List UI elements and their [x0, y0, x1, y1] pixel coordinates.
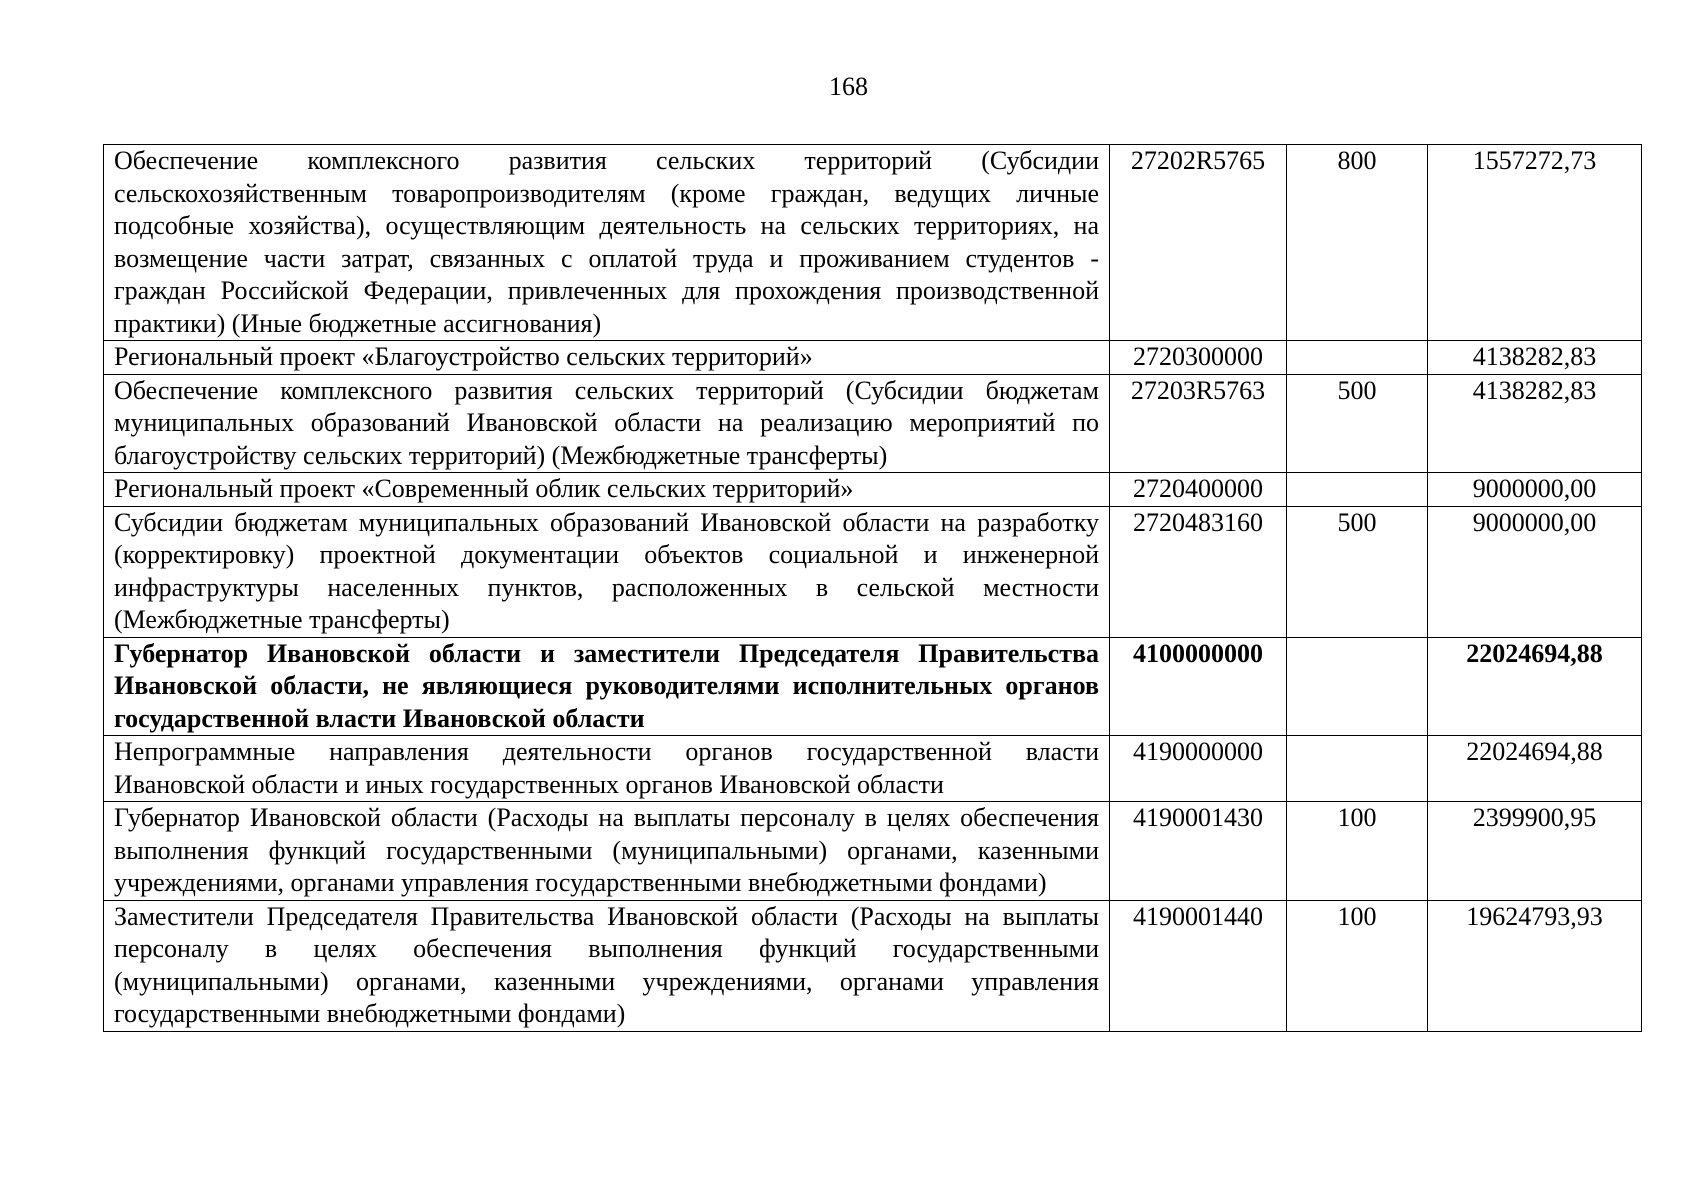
expense-name: Заместители Председателя Правительства Ивановской области (Расходы на выплаты персоналу в целях обеспечения выполнения функций государственными (муниципальными) органами, казенными учреждениями, органами управления государственными внебюджетными фондами) [104, 900, 1110, 1031]
expense-type-code [1287, 637, 1428, 736]
amount: 4138282,83 [1428, 341, 1642, 375]
expense-type-code: 100 [1287, 900, 1428, 1031]
expense-type-code: 800 [1287, 145, 1428, 341]
table-row [104, 145, 1642, 341]
table-row [104, 506, 1642, 637]
amount: 2399900,95 [1428, 802, 1642, 901]
page-number: 168 [829, 72, 868, 101]
amount: 9000000,00 [1428, 473, 1642, 507]
expense-name: Губернатор Ивановской области и заместители Председателя Правительства Ивановской области, не являющиеся руководителями исполнительных органов государственной власти Ивановской области [104, 637, 1110, 736]
amount: 4138282,83 [1428, 374, 1642, 473]
expense-name: Обеспечение комплексного развития сельских территорий (Субсидии бюджетам муниципальных образований Ивановской области на реализацию мероприятий по благоустройству сельских территорий) (Межбюджетные трансферты) [104, 374, 1110, 473]
table-row [104, 736, 1642, 802]
expense-type-code: 500 [1287, 506, 1428, 637]
amount: 1557272,73 [1428, 145, 1642, 341]
table-row [104, 374, 1642, 473]
target-article-code: 4100000000 [1110, 637, 1287, 736]
target-article-code: 4190000000 [1110, 736, 1287, 802]
amount: 22024694,88 [1428, 637, 1642, 736]
expense-type-code: 100 [1287, 802, 1428, 901]
expense-type-code: 500 [1287, 374, 1428, 473]
table-row [104, 900, 1642, 1031]
expense-type-code [1287, 736, 1428, 802]
expense-name: Субсидии бюджетам муниципальных образований Ивановской области на разработку (корректировку) проектной документации объектов социальной и инженерной инфраструктуры населенных пунктов, расположенных в сельской местности (Межбюджетные трансферты) [104, 506, 1110, 637]
table-row [104, 341, 1642, 375]
expense-name: Обеспечение комплексного развития сельских территорий (Субсидии сельскохозяйственным товаропроизводителям (кроме граждан, ведущих личные подсобные хозяйства), осуществляющим деятельность на сельских территориях, на возмещение части затрат, связанных с оплатой труда и проживанием студентов - граждан Российской Федерации, привлеченных для прохождения производственной практики) (Иные бюджетные ассигнования) [104, 145, 1110, 341]
expense-type-code [1287, 473, 1428, 507]
table-row [104, 802, 1642, 901]
expense-name: Региональный проект «Благоустройство сельских территорий» [104, 341, 1110, 375]
target-article-code: 4190001440 [1110, 900, 1287, 1031]
target-article-code: 2720300000 [1110, 341, 1287, 375]
target-article-code: 27202R5765 [1110, 145, 1287, 341]
amount: 22024694,88 [1428, 736, 1642, 802]
expense-type-code [1287, 341, 1428, 375]
target-article-code: 2720483160 [1110, 506, 1287, 637]
target-article-code: 4190001430 [1110, 802, 1287, 901]
table-row-section [104, 637, 1642, 736]
target-article-code: 27203R5763 [1110, 374, 1287, 473]
amount: 19624793,93 [1428, 900, 1642, 1031]
table-row [104, 473, 1642, 507]
budget-table [103, 144, 1642, 1032]
target-article-code: 2720400000 [1110, 473, 1287, 507]
amount: 9000000,00 [1428, 506, 1642, 637]
expense-name: Региональный проект «Современный облик сельских территорий» [104, 473, 1110, 507]
expense-name: Непрограммные направления деятельности органов государственной власти Ивановской области и иных государственных органов Ивановской области [104, 736, 1110, 802]
expense-name: Губернатор Ивановской области (Расходы на выплаты персоналу в целях обеспечения выполнения функций государственными (муниципальными) органами, казенными учреждениями, органами управления государственными внебюджетными фондами) [104, 802, 1110, 901]
